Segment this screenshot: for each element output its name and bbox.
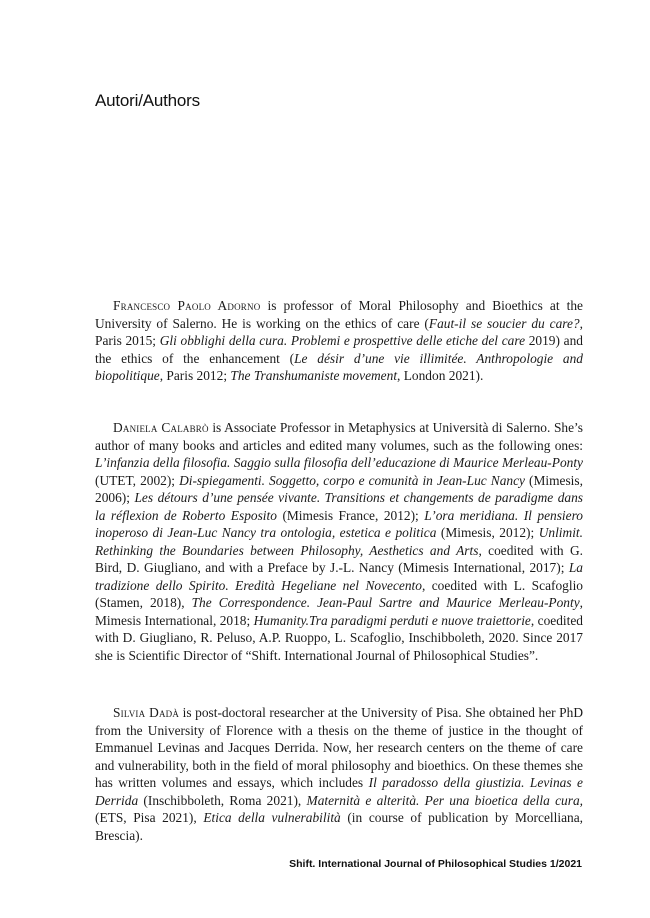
- author-name: Silvia Dadà: [113, 705, 180, 720]
- bio-segment: (in course of publication by Morcelliana, Brescia).: [95, 810, 583, 843]
- work-title: L’ora meridiana. Il pensiero inoperoso di Jean-Luc Nancy tra ontologia, estetica e politica: [95, 507, 583, 540]
- work-title: Le désir d’une vie illimitée. Anthropologie and biopolitique: [95, 350, 583, 383]
- work-title: Humanity.Tra paradigmi perduti e nuove traiettorie: [253, 612, 531, 628]
- bio-segment: , coedited with G. Bird, D. Giugliano, and with a Preface by J.-L. Nancy (Mimesis International, 2017);: [95, 542, 583, 575]
- bio-segment: , Paris 2015;: [95, 315, 583, 348]
- bio-segment: 2019) and the ethics of the enhancement (: [95, 333, 583, 366]
- bio-text: [95, 420, 583, 663]
- work-title: The Transhumaniste movement: [230, 368, 398, 383]
- bio-text: [95, 705, 583, 843]
- bio-segment: (Mimesis, 2012);: [436, 525, 539, 540]
- bio-segment: (Mimesis France, 2012);: [276, 507, 425, 523]
- work-title: Faut-il se soucier du care?: [428, 315, 580, 331]
- bio-segment: , coedited with D. Giugliano, R. Peluso, A.P. Ruoppo, L. Scafoglio, Inschibboleth, 2020. Since 2017 she is Scientific Director of “Shift. International Journal of Philosophical Studies”.: [95, 612, 583, 663]
- work-title: The Correspondence. Jean-Paul Sartre and Maurice Merleau-Ponty: [191, 595, 580, 610]
- bio-segment: is professor of Moral Philosophy and Bioethics at the University of Salerno. He is working on the ethics of care (: [95, 298, 583, 331]
- bio-segment: is Associate Professor in Metaphysics at Università di Salerno. She’s author of many books and articles and edited many volumes, such as the following ones:: [95, 420, 583, 453]
- author-bio: [95, 419, 583, 664]
- page-title: Autori/Authors: [95, 91, 200, 110]
- bio-segment: (Inschibboleth, Roma 2021),: [138, 792, 307, 808]
- work-title: L’infanzia della filosofia. Saggio sulla filosofia dell’educazione di Maurice Merleau-Ponty: [95, 455, 583, 470]
- bio-segment: (Mimesis, 2006);: [95, 472, 583, 505]
- work-title: Maternità e alterità. Per una bioetica della cura,: [306, 792, 583, 808]
- author-name: Daniela Calabrò: [113, 420, 209, 435]
- bio-segment: (UTET, 2002);: [95, 472, 180, 488]
- bio-segment: , Paris 2012;: [159, 368, 231, 383]
- work-title: Etica della vulnerabilità: [203, 810, 341, 825]
- work-title: La tradizione dello Spirito. Eredità Hegeliane nel Novecento: [95, 560, 583, 593]
- bio-segment: (ETS, Pisa 2021),: [95, 810, 204, 825]
- author-bio: [95, 704, 583, 844]
- journal-footer: Shift. International Journal of Philosophical Studies 1/2021: [289, 858, 582, 870]
- work-title: Il paradosso della giustizia. Levinas e Derrida: [95, 775, 583, 808]
- bio-segment: , coedited with L. Scafoglio (Stamen, 2018),: [95, 577, 583, 610]
- author-bio: [95, 297, 583, 385]
- author-name: Francesco Paolo Adorno: [113, 298, 261, 313]
- work-title: Les détours d’une pensée vivante. Transitions et changements de paradigme dans la réflexion de Roberto Esposito: [95, 490, 583, 523]
- work-title: Di-spiegamenti. Soggetto, corpo e comunità in Jean-Luc Nancy: [179, 472, 525, 488]
- bio-segment: is post-doctoral researcher at the University of Pisa. She obtained her PhD from the University of Florence with a thesis on the theme of justice in the thought of Emmanuel Levinas and Jacques Derrida. Now, her research centers on the theme of care and vulnerability, both in the field of moral philosophy and bioethics. On these themes she has written volumes and essays, which includes: [95, 705, 583, 790]
- work-title: Unlimit. Rethinking the Boundaries between Philosophy, Aesthetics and Arts: [95, 525, 583, 558]
- bio-segment: , Mimesis International, 2018;: [95, 595, 583, 628]
- bio-segment: , London 2021).: [397, 368, 484, 383]
- work-title: Gli obblighi della cura. Problemi e prospettive delle etiche del care: [159, 333, 526, 348]
